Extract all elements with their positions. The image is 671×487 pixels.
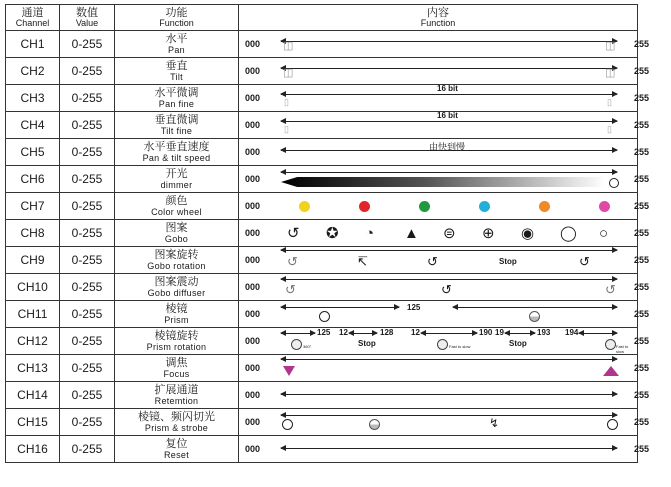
mark-194: 194 xyxy=(565,328,579,337)
spiral-icon: ↺ xyxy=(441,282,452,297)
prism-icon xyxy=(529,311,540,322)
table-row xyxy=(6,382,638,409)
content-cell xyxy=(239,409,650,436)
channel-cell: CH11 xyxy=(6,301,60,328)
bars-gobo-icon: ⊜ xyxy=(443,225,456,242)
function-cell: 水平微调 Pan fine xyxy=(115,85,239,112)
value-cell: 0-255 xyxy=(60,166,115,193)
table-row xyxy=(6,355,638,382)
rotation-icon xyxy=(291,339,302,350)
arrow-head-left xyxy=(280,356,286,362)
thin-ring-gobo-icon: ◯ xyxy=(560,225,577,242)
value-cell: 0-255 xyxy=(60,247,115,274)
stop-label: Stop xyxy=(499,257,517,266)
arrow-head-left xyxy=(578,330,584,336)
range-low: 000 xyxy=(245,444,261,454)
arrow-head-right xyxy=(612,147,618,153)
star-gobo-icon: ✪ xyxy=(326,225,339,242)
quarter-gobo-icon: ◔ xyxy=(365,225,375,242)
value-cell: 0-255 xyxy=(60,301,115,328)
content-diagram xyxy=(239,31,650,57)
focus-near-icon xyxy=(283,366,295,376)
content-cell xyxy=(239,111,650,139)
range-low: 000 xyxy=(245,417,261,427)
arrow-head-left xyxy=(420,330,426,336)
channel-table-container xyxy=(5,4,650,463)
range-line xyxy=(281,279,617,280)
content-cell xyxy=(239,84,650,112)
value-cell: 0-255 xyxy=(60,139,115,166)
range-high: 255 xyxy=(634,363,650,373)
range-low: 000 xyxy=(245,255,261,265)
open-circle-icon: ○ xyxy=(599,225,609,242)
function-cell: 扩展通道 Retemtion xyxy=(115,382,239,409)
fixture-icon: ◫ xyxy=(605,40,616,52)
function-cell: 棱镜 Prism xyxy=(115,301,239,328)
channel-cell: CH15 xyxy=(6,409,60,436)
range-line xyxy=(281,359,617,360)
value-cell: 0-255 xyxy=(60,409,115,436)
content-diagram xyxy=(239,58,650,84)
range-line xyxy=(281,94,617,95)
range-low: 000 xyxy=(245,228,261,238)
value-cell: 0-255 xyxy=(60,58,115,85)
table-row xyxy=(6,166,638,193)
table-row xyxy=(6,409,638,436)
value-cell: 0-255 xyxy=(60,220,115,247)
prism-icon xyxy=(369,419,380,430)
content-diagram xyxy=(239,220,650,246)
channel-cell: CH12 xyxy=(6,328,60,355)
value-cell: 0-255 xyxy=(60,274,115,301)
value-cell: 0-255 xyxy=(60,382,115,409)
arrow-head-right xyxy=(612,412,618,418)
stop-label: Stop xyxy=(358,339,376,348)
range-low: 000 xyxy=(245,174,261,184)
range-low: 000 xyxy=(245,147,261,157)
header-function: 功能 Function xyxy=(115,5,239,31)
content-diagram xyxy=(239,166,650,192)
function-cell: 开光 dimmer xyxy=(115,166,239,193)
ring-gobo-icon: ◉ xyxy=(521,225,535,242)
arrow-head-left xyxy=(504,330,510,336)
range-high: 255 xyxy=(634,93,650,103)
range-high: 255 xyxy=(634,120,650,130)
content-cell xyxy=(239,382,650,409)
speed-note-label: 由快到慢 xyxy=(429,142,466,152)
sub-label-fast-slow: Fast to slow xyxy=(449,344,471,349)
arrow-head-right xyxy=(612,356,618,362)
channel-cell: CH1 xyxy=(6,31,60,58)
spiral-icon: ↺ xyxy=(579,254,590,269)
content-diagram xyxy=(239,193,650,219)
arrow-head-left xyxy=(280,445,286,451)
table-row xyxy=(6,31,638,58)
value-cell: 0-255 xyxy=(60,193,115,220)
content-diagram xyxy=(239,382,650,408)
range-high: 255 xyxy=(634,201,650,211)
fixture-icon: ◫ xyxy=(605,67,616,79)
arrow-head-right xyxy=(612,118,618,124)
content-diagram xyxy=(239,301,650,327)
mark-19: 19 xyxy=(495,328,504,337)
value-cell: 0-255 xyxy=(60,31,115,58)
function-cell: 垂直 Tilt xyxy=(115,58,239,85)
range-high: 255 xyxy=(634,336,650,346)
spiral-icon: ↺ xyxy=(287,254,298,269)
range-low: 000 xyxy=(245,363,261,373)
open-circle-icon xyxy=(607,419,618,430)
fixture-icon: ▯ xyxy=(284,97,289,107)
content-cell xyxy=(239,139,650,166)
arrow-head-left xyxy=(280,247,286,253)
content-cell xyxy=(239,355,650,382)
fixture-icon: ◫ xyxy=(283,40,294,52)
sub-label-fast-slow-2: Fast to slow xyxy=(616,344,629,354)
range-high: 255 xyxy=(634,444,650,454)
rotation-icon xyxy=(605,339,616,350)
content-diagram xyxy=(239,139,650,165)
content-cell xyxy=(239,436,650,463)
content-diagram xyxy=(239,355,650,381)
content-cell xyxy=(239,328,650,355)
arrow-head-right xyxy=(472,330,478,336)
mark-193: 193 xyxy=(537,328,551,337)
value-cell: 0-255 xyxy=(60,85,115,112)
channel-cell: CH13 xyxy=(6,355,60,382)
arrow-head-left xyxy=(280,412,286,418)
dimmer-gradient xyxy=(281,177,605,187)
range-low: 000 xyxy=(245,309,261,319)
range-line xyxy=(281,172,617,173)
content-cell xyxy=(239,220,650,247)
color-dot-2 xyxy=(359,201,370,212)
table-row xyxy=(6,58,638,85)
range-low: 000 xyxy=(245,201,261,211)
content-cell xyxy=(239,247,650,274)
content-cell xyxy=(239,31,650,58)
function-cell: 图案 Gobo xyxy=(115,220,239,247)
table-row xyxy=(6,85,638,112)
content-cell xyxy=(239,166,650,193)
mark-12: 12 xyxy=(339,328,348,337)
content-diagram xyxy=(239,84,650,111)
content-cell xyxy=(239,301,650,328)
range-high: 255 xyxy=(634,147,650,157)
range-high: 255 xyxy=(634,228,650,238)
table-row xyxy=(6,247,638,274)
channel-cell: CH6 xyxy=(6,166,60,193)
range-high: 255 xyxy=(634,174,650,184)
content-diagram xyxy=(239,328,650,354)
content-cell xyxy=(239,274,650,301)
arrow-head-left xyxy=(280,147,286,153)
triangle-gobo-icon: ▲ xyxy=(404,225,419,242)
header-value: 数值 Value xyxy=(60,5,115,31)
spiral-icon: ↺ xyxy=(427,254,438,269)
range-line xyxy=(281,121,617,122)
arrow-head-left xyxy=(280,330,286,336)
table-row xyxy=(6,301,638,328)
table-row xyxy=(6,436,638,463)
range-low: 000 xyxy=(245,39,261,49)
open-circle-icon xyxy=(609,178,619,188)
sixteen-bit-label: 16 bit xyxy=(437,84,458,93)
function-cell: 复位 Reset xyxy=(115,436,239,463)
arrow-head-left xyxy=(280,391,286,397)
content-diagram xyxy=(239,274,650,300)
range-line xyxy=(421,333,477,334)
function-cell: 颜色 Color wheel xyxy=(115,193,239,220)
range-high: 255 xyxy=(634,39,650,49)
function-cell: 图案震动 Gobo diffuser xyxy=(115,274,239,301)
mark-190: 190 xyxy=(479,328,493,337)
arrow-head-right xyxy=(612,169,618,175)
mark-12b: 12 xyxy=(411,328,420,337)
arrow-head-right xyxy=(612,247,618,253)
value-cell: 0-255 xyxy=(60,328,115,355)
channel-cell: CH8 xyxy=(6,220,60,247)
table-row xyxy=(6,112,638,139)
range-high: 255 xyxy=(634,66,650,76)
range-low: 000 xyxy=(245,336,261,346)
content-cell xyxy=(239,58,650,85)
range-line xyxy=(281,68,617,69)
range-line xyxy=(281,250,617,251)
mark-125: 125 xyxy=(317,328,331,337)
range-line xyxy=(281,394,617,395)
channel-cell: CH3 xyxy=(6,85,60,112)
content-diagram xyxy=(239,111,650,138)
function-cell: 水平垂直速度 Pan & tilt speed xyxy=(115,139,239,166)
range-line xyxy=(281,41,617,42)
spiral-icon: ↺ xyxy=(285,282,296,297)
channel-cell: CH10 xyxy=(6,274,60,301)
color-dot-6 xyxy=(599,201,610,212)
spiral-icon: ↺ xyxy=(287,225,300,242)
function-cell: 图案旋转 Gobo rotation xyxy=(115,247,239,274)
strobe-icon: ↯ xyxy=(489,416,500,430)
channel-cell: CH2 xyxy=(6,58,60,85)
range-low: 000 xyxy=(245,120,261,130)
open-circle-icon xyxy=(282,419,293,430)
content-cell xyxy=(239,193,650,220)
table-row xyxy=(6,274,638,301)
range-high: 255 xyxy=(634,282,650,292)
range-low: 000 xyxy=(245,390,261,400)
rotation-icon xyxy=(437,339,448,350)
function-cell: 调焦 Focus xyxy=(115,355,239,382)
fixture-icon: ▯ xyxy=(607,97,612,107)
function-cell: 水平 Pan xyxy=(115,31,239,58)
arrow-head-left xyxy=(452,304,458,310)
arrow-head-left xyxy=(348,330,354,336)
channel-cell: CH5 xyxy=(6,139,60,166)
focus-far-icon xyxy=(603,366,619,376)
table-row xyxy=(6,193,638,220)
range-line xyxy=(281,307,399,308)
spiral-icon: ↸ xyxy=(357,254,368,269)
channel-cell: CH4 xyxy=(6,112,60,139)
function-cell: 棱镜旋转 Prism rotation xyxy=(115,328,239,355)
color-dot-5 xyxy=(539,201,550,212)
arrow-head-right xyxy=(612,304,618,310)
range-low: 000 xyxy=(245,66,261,76)
stop-label: Stop xyxy=(509,339,527,348)
range-low: 000 xyxy=(245,282,261,292)
cross-gobo-icon: ⊕ xyxy=(482,225,495,242)
color-dot-1 xyxy=(299,201,310,212)
range-high: 255 xyxy=(634,255,650,265)
arrow-head-right xyxy=(394,304,400,310)
range-high: 255 xyxy=(634,390,650,400)
header-content: 内容 Function xyxy=(239,5,638,31)
color-dot-3 xyxy=(419,201,430,212)
table-row xyxy=(6,139,638,166)
content-diagram xyxy=(239,409,650,435)
range-low: 000 xyxy=(245,93,261,103)
dmx-channel-table xyxy=(5,4,650,463)
arrow-head-right xyxy=(612,91,618,97)
arrow-head-right xyxy=(612,330,618,336)
fixture-icon: ▯ xyxy=(284,124,289,134)
content-diagram xyxy=(239,247,650,273)
value-cell: 0-255 xyxy=(60,355,115,382)
arrow-head-right xyxy=(530,330,536,336)
channel-cell: CH7 xyxy=(6,193,60,220)
range-high: 255 xyxy=(634,309,650,319)
prism-mark-125: 125 xyxy=(407,303,421,312)
table-row xyxy=(6,220,638,247)
table-header-row xyxy=(6,5,638,31)
arrow-head-left xyxy=(280,169,286,175)
content-diagram xyxy=(239,436,650,462)
range-line xyxy=(281,448,617,449)
range-line xyxy=(281,415,617,416)
range-line xyxy=(453,307,617,308)
arrow-head-right xyxy=(372,330,378,336)
channel-cell: CH14 xyxy=(6,382,60,409)
color-dot-4 xyxy=(479,201,490,212)
value-cell: 0-255 xyxy=(60,112,115,139)
spiral-icon: ↺ xyxy=(605,282,616,297)
range-high: 255 xyxy=(634,417,650,427)
arrow-head-right xyxy=(612,445,618,451)
fixture-icon: ◫ xyxy=(283,67,294,79)
function-cell: 垂直微调 Tilt fine xyxy=(115,112,239,139)
open-circle-icon xyxy=(319,311,330,322)
channel-cell: CH9 xyxy=(6,247,60,274)
fixture-icon: ▯ xyxy=(607,124,612,134)
table-row xyxy=(6,328,638,355)
mark-128: 128 xyxy=(380,328,394,337)
sixteen-bit-label: 16 bit xyxy=(437,111,458,120)
value-cell: 0-255 xyxy=(60,436,115,463)
arrow-head-right xyxy=(612,391,618,397)
channel-cell: CH16 xyxy=(6,436,60,463)
sub-label-360: 360° xyxy=(303,344,312,349)
header-channel: 通道 Channel xyxy=(6,5,60,31)
arrow-head-left xyxy=(280,304,286,310)
arrow-head-right xyxy=(310,330,316,336)
function-cell: 棱镜、频闪切光 Prism & strobe xyxy=(115,409,239,436)
